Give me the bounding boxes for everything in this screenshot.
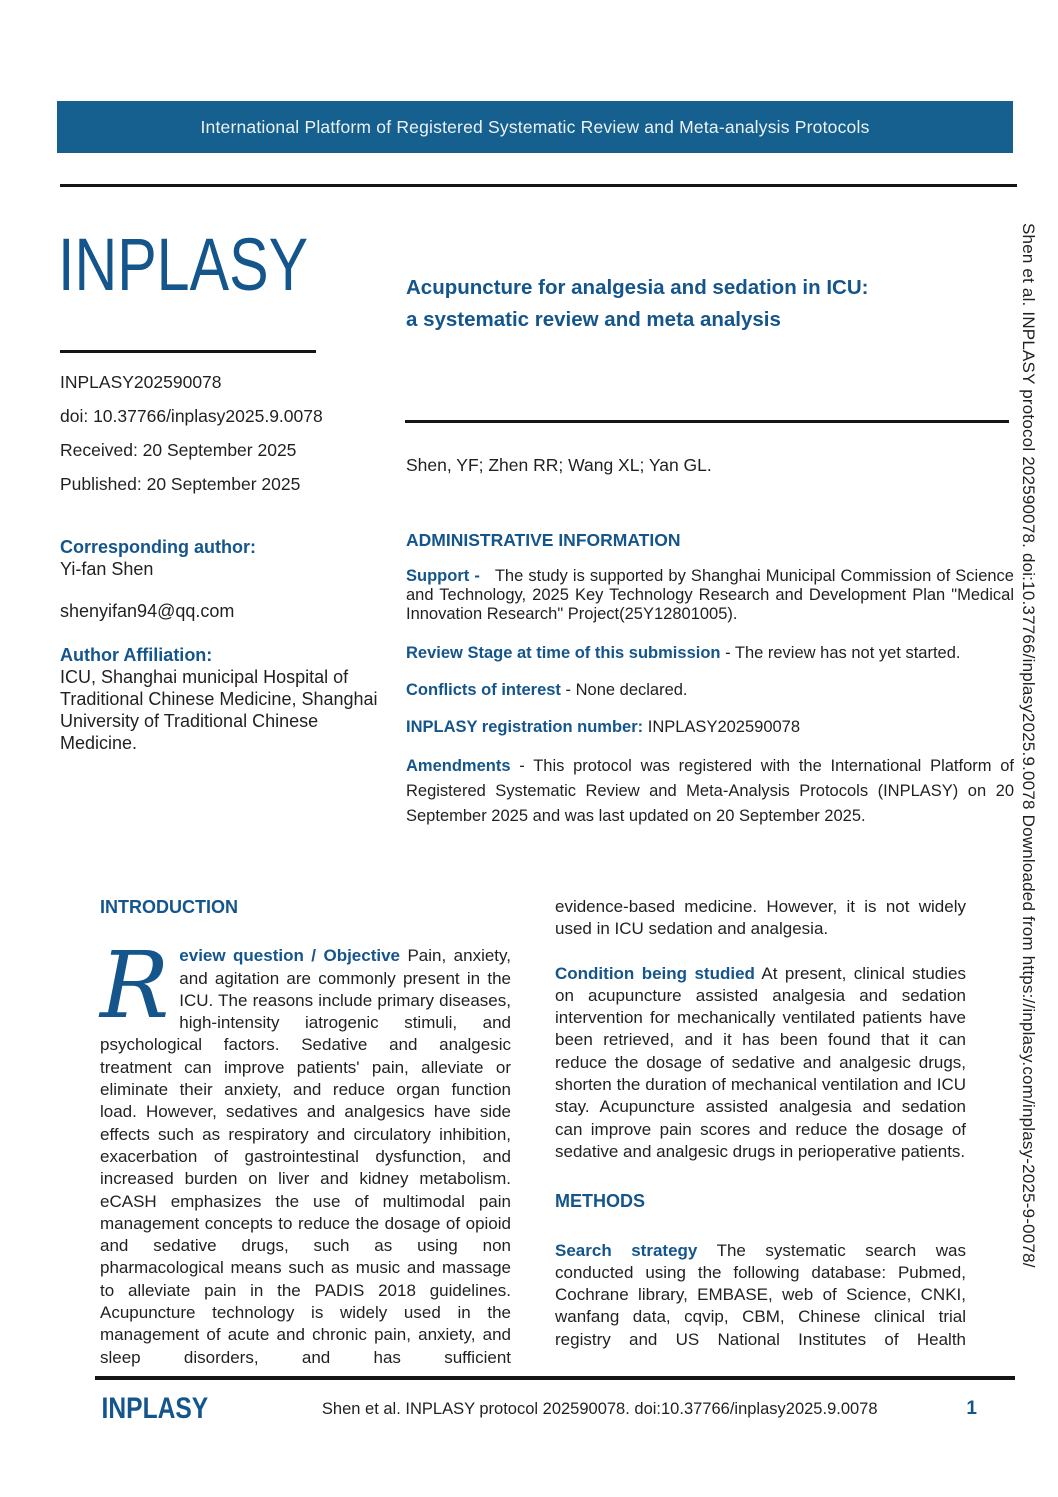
received-date: Received: 20 September 2025 <box>60 440 297 460</box>
page-number: 1 <box>966 1398 977 1419</box>
footer <box>95 1388 1015 1430</box>
inplasy-logo: INPLASY <box>58 223 309 306</box>
review-question-label: eview question / Objective <box>179 946 401 966</box>
footer-divider <box>95 1376 1015 1380</box>
affiliation-label: Author Affiliation: <box>60 645 213 665</box>
search-strategy-text: The systematic search was conducted using the following database: Pubmed, Cochrane library, EMBASE, web of Science, CNKI, wanfang data, cqvip, CBM, Chinese clinical trial registry and US National Institutes of Health <box>555 1240 966 1349</box>
introduction-heading: INTRODUCTION <box>100 897 238 917</box>
correspondence-block <box>60 536 382 754</box>
author-list: Shen, YF; Zhen RR; Wang XL; Yan GL. <box>406 455 712 475</box>
published-date: Published: 20 September 2025 <box>60 474 301 494</box>
doi-line: doi: 10.37766/inplasy2025.9.0078 <box>60 406 323 426</box>
corresponding-author-label: Corresponding author: <box>60 537 256 557</box>
affiliation-text: ICU, Shanghai municipal Hospital of Traditional Chinese Medicine, Shanghai University of Traditional Chinese Medicine. <box>60 667 378 753</box>
condition-text: At present, clinical studies on acupuncture assisted analgesia and sedation intervention for mechanically ventilated patients have been retrieved, and it has been found that it can reduce the dosage of sedative and analgesic drugs, shorten the duration of mechanical ventilation and ICU stay. Acupuncture assisted analgesia and sedation can improve pain scores and reduce the dosage of sedative and analgesic drugs in perioperative patients. <box>555 963 966 1161</box>
review-stage-text: - The review has not yet started. <box>725 644 961 662</box>
logo-divider <box>60 350 316 353</box>
paper-title <box>406 272 986 336</box>
conflicts-text: - None declared. <box>565 681 688 699</box>
vertical-citation-sidebar: Shen et al. INPLASY protocol 202590078. doi:10.37766/inplasy2025.9.0078 Downloaded from https://inplasy.com/inplasy-2025-9-0078/ <box>1019 223 1038 1268</box>
spacer <box>60 580 382 600</box>
amendments-label: Amendments <box>406 757 511 775</box>
paper-title-line1: Acupuncture for analgesia and sedation in ICU: <box>406 276 869 299</box>
support-label: Support - <box>406 567 480 585</box>
footer-citation: Shen et al. INPLASY protocol 202590078. doi:10.37766/inplasy2025.9.0078 <box>321 1399 878 1418</box>
right-column <box>555 896 966 1369</box>
platform-banner-text: International Platform of Registered Systematic Review and Meta-analysis Protocols <box>200 116 870 137</box>
review-stage-paragraph <box>406 642 1014 664</box>
review-question-paragraph <box>100 932 511 1369</box>
paper-title-line2: a systematic review and meta analysis <box>406 308 781 331</box>
body-columns <box>100 896 966 1369</box>
amendments-paragraph <box>406 754 1014 829</box>
registration-number-paragraph <box>406 716 1014 738</box>
search-strategy-label: Search strategy <box>555 1240 698 1260</box>
left-column <box>100 896 511 1369</box>
registration-id: INPLASY202590078 <box>60 372 222 392</box>
methods-heading: METHODS <box>555 1191 645 1212</box>
support-text: The study is supported by Shanghai Municipal Commission of Science and Technology, 2025 Key Technology Research and Development Plan "Medical Innovation Research" Project(25Y12801005). <box>406 567 1014 623</box>
conflicts-paragraph <box>406 679 1014 701</box>
introduction-continuation-paragraph: evidence-based medicine. However, it is not widely used in ICU sedation and analgesia. <box>555 897 966 939</box>
footer-inplasy-logo: INPLASY <box>101 1392 209 1425</box>
condition-label: Condition being studied <box>555 963 755 983</box>
protocol-meta <box>60 372 400 508</box>
search-strategy-paragraph <box>555 1240 966 1351</box>
spacer <box>60 622 382 644</box>
review-stage-label: Review Stage at time of this submission <box>406 644 721 662</box>
review-question-text: Pain, anxiety, and agitation are commonly present in the ICU. The reasons include primary diseases, high-intensity iatrogenic stimuli, and psychological factors. Sedative and analgesic treatment can improve patients' pain, alleviate or eliminate their anxiety, and reduce organ function load. However, sedatives and analgesics have side effects such as respiratory and circulatory inhibition, exacerbation of gastrointestinal dysfunction, and increased burden on liver and kidney metabolism. eCASH emphasizes the use of multimodal pain management concepts to reduce the dosage of opioid and sedative drugs, such as using non pharmacological means such as music and massage to alleviate pain in the PADIS 2018 guidelines. Acupuncture technology is widely used in the management of acute and chronic pain, anxiety, and sleep disorders, and has sufficient <box>100 946 511 1367</box>
dropcap-letter: R <box>100 932 170 1040</box>
authors-divider <box>405 420 1009 423</box>
platform-banner <box>57 101 1013 153</box>
amendments-text: - This protocol was registered with the International Platform of Registered Systematic Review and Meta-Analysis Protocols (INPLASY) on 20 September 2025 and was last updated on 20 September 2025. <box>406 757 1015 825</box>
condition-paragraph <box>555 963 966 1164</box>
support-paragraph <box>406 567 1014 624</box>
corresponding-author-email: shenyifan94@qq.com <box>60 601 235 621</box>
corresponding-author-name: Yi-fan Shen <box>60 559 154 579</box>
top-divider <box>60 184 1017 187</box>
conflicts-label: Conflicts of interest <box>406 681 561 699</box>
administrative-information-heading: ADMINISTRATIVE INFORMATION <box>406 530 681 550</box>
registration-number-value: INPLASY202590078 <box>647 718 801 736</box>
registration-number-label: INPLASY registration number: <box>406 718 644 736</box>
administrative-information-section <box>406 530 1014 829</box>
